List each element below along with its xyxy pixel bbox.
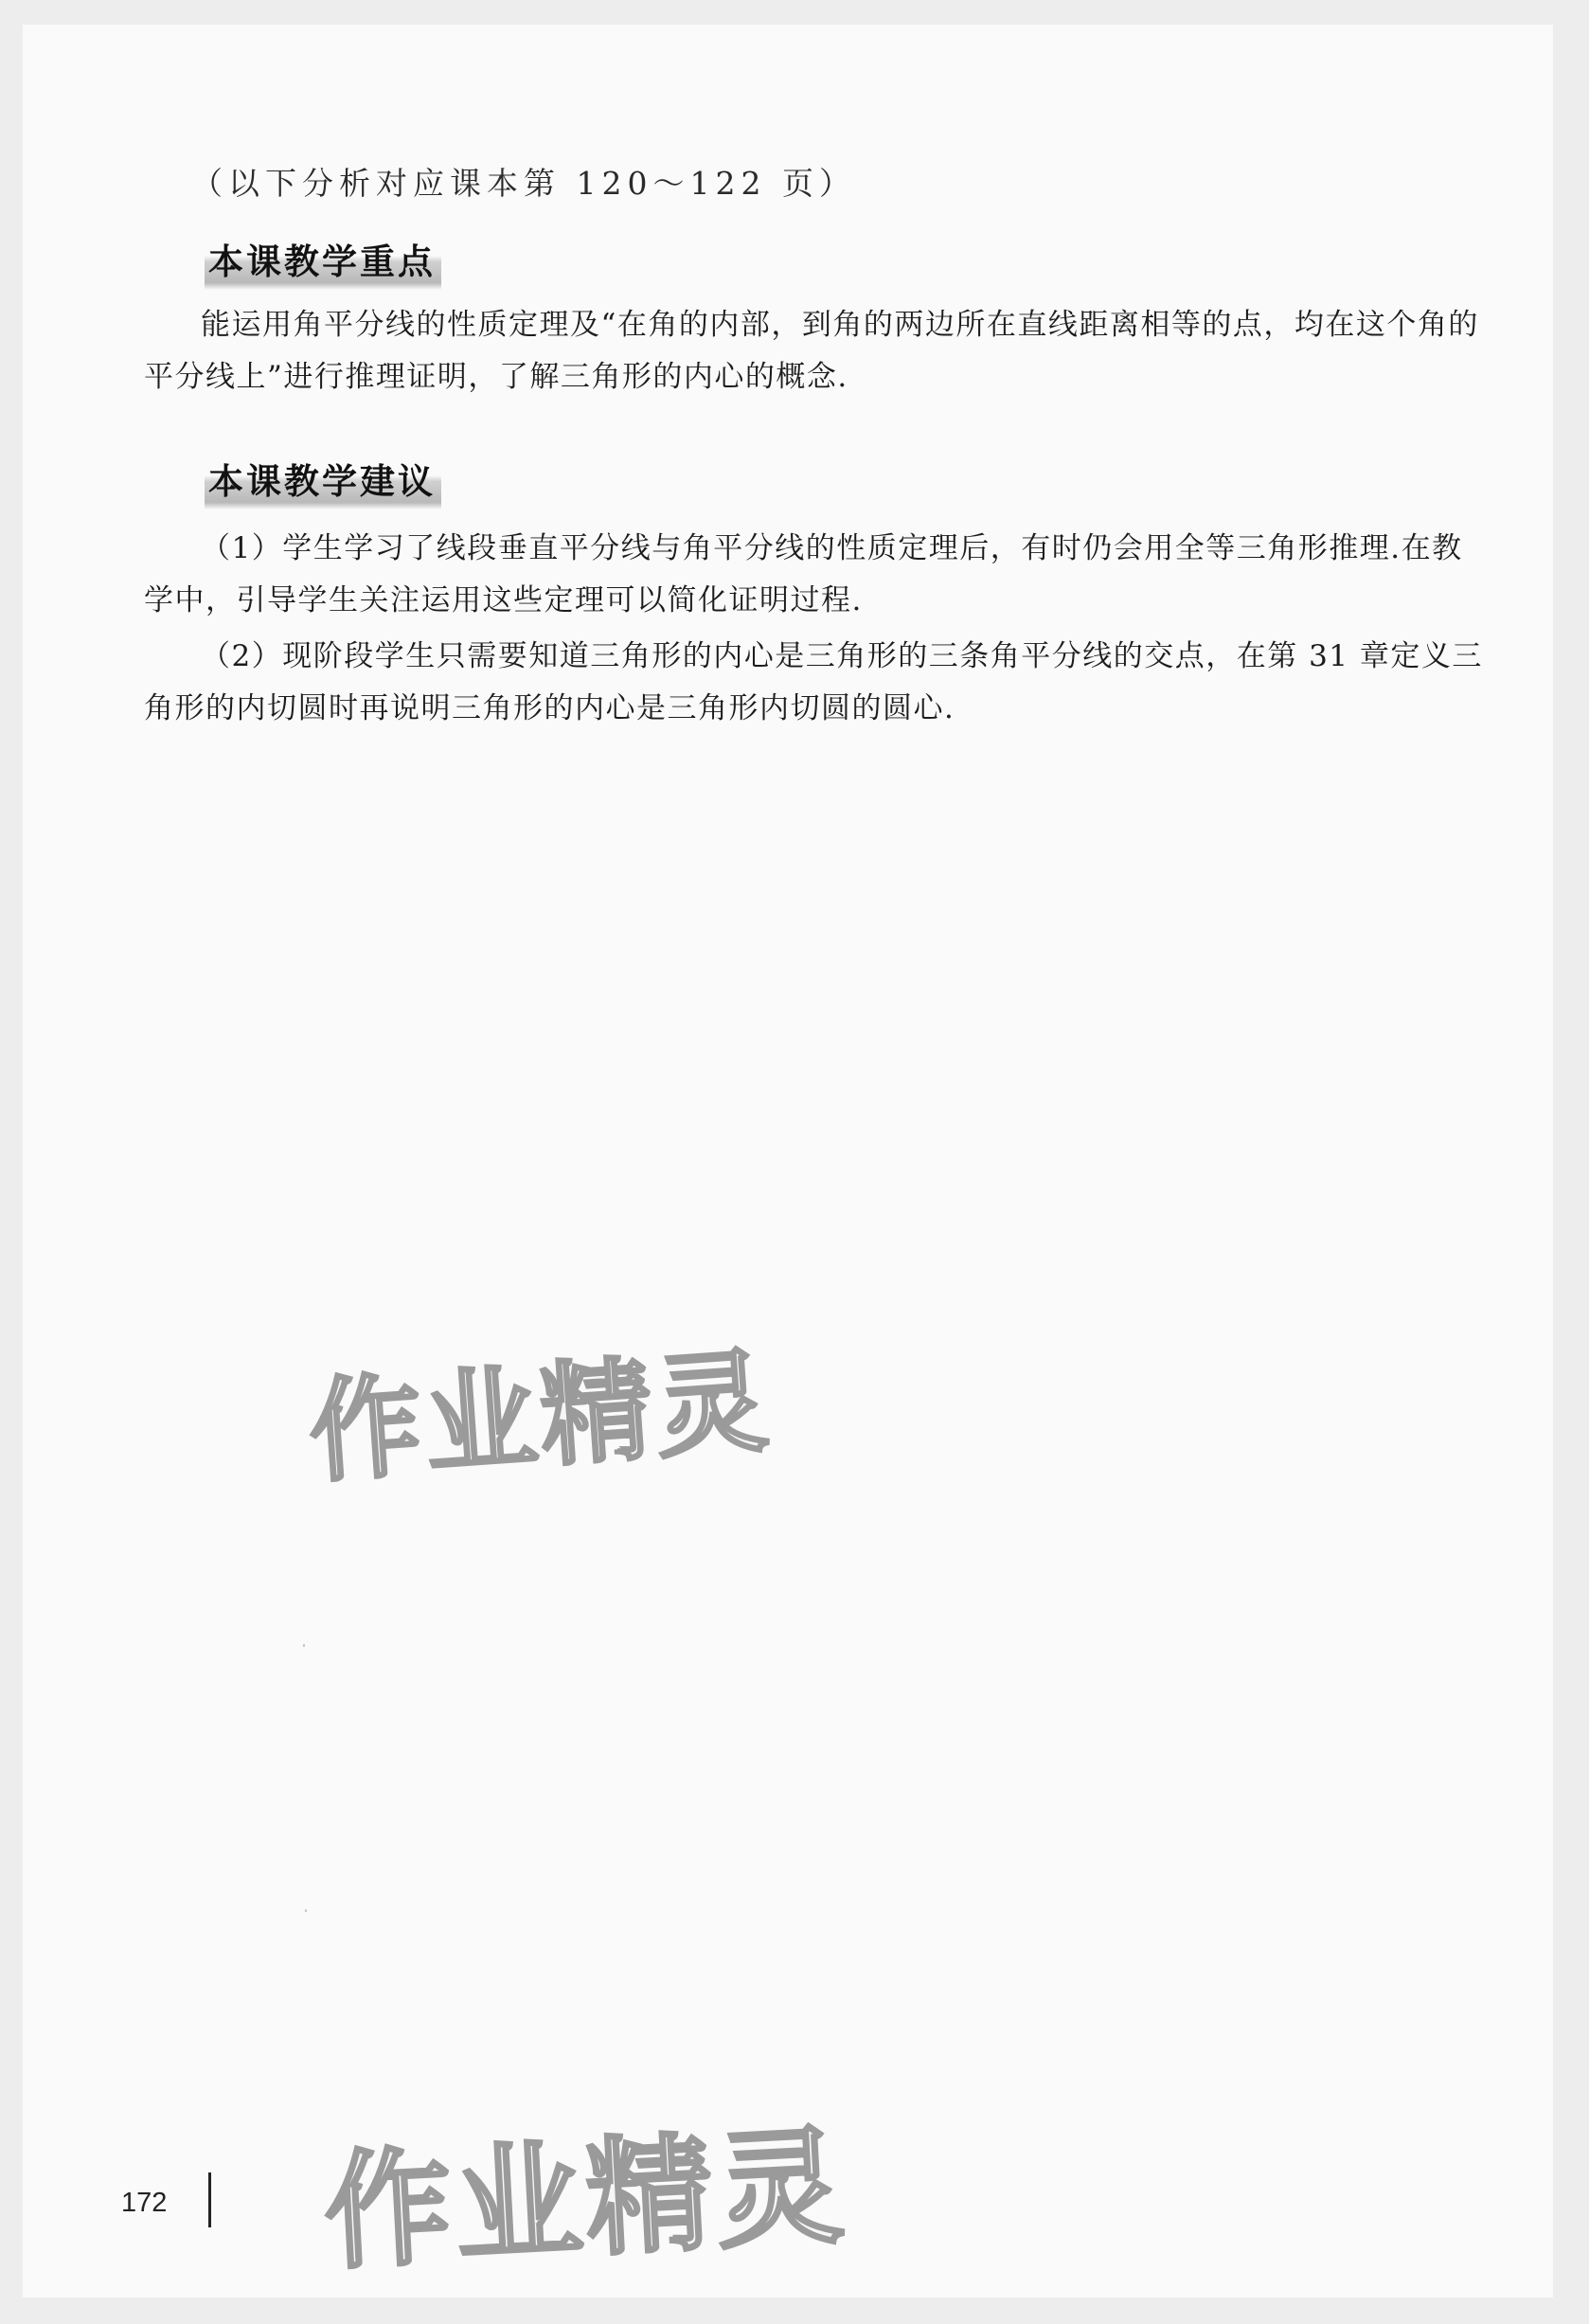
page-number: 172 bbox=[121, 2188, 168, 2218]
suggestion-paragraph-2 bbox=[144, 631, 1489, 735]
section-heading-teaching-suggestions: 本课教学建议 bbox=[205, 451, 441, 509]
scan-speck bbox=[303, 1644, 305, 1647]
suggestion-text-1: （1）学生学习了线段垂直平分线与角平分线的性质定理后，有时仍会用全等三角形推理.在教学中，引导学生关注运用这些定理可以简化证明过程. bbox=[144, 531, 1463, 617]
teaching-focus-paragraph bbox=[144, 299, 1489, 403]
page-number-rule bbox=[208, 2172, 211, 2227]
suggestion-paragraph-1 bbox=[144, 523, 1489, 627]
watermark-logo: 作业精灵 bbox=[320, 2112, 851, 2288]
scan-speck bbox=[305, 1909, 307, 1912]
suggestion-text-2: （2）现阶段学生只需要知道三角形的内心是三角形的三条角平分线的交点，在第 31 章定义三角形的内切圆时再说明三角形的内心是三角形内切圆的圆心. bbox=[144, 639, 1483, 725]
section-heading-teaching-focus: 本课教学重点 bbox=[205, 231, 441, 290]
textbook-page-range-note: （以下分析对应课本第 120～122 页） bbox=[191, 165, 856, 202]
page-sheet bbox=[23, 25, 1553, 2297]
watermark-logo: 作业精灵 bbox=[305, 1335, 776, 1498]
teaching-focus-text: 能运用角平分线的性质定理及“在角的内部，到角的两边所在直线距离相等的点，均在这个角的平分线上”进行推理证明，了解三角形的内心的概念. bbox=[144, 308, 1479, 394]
